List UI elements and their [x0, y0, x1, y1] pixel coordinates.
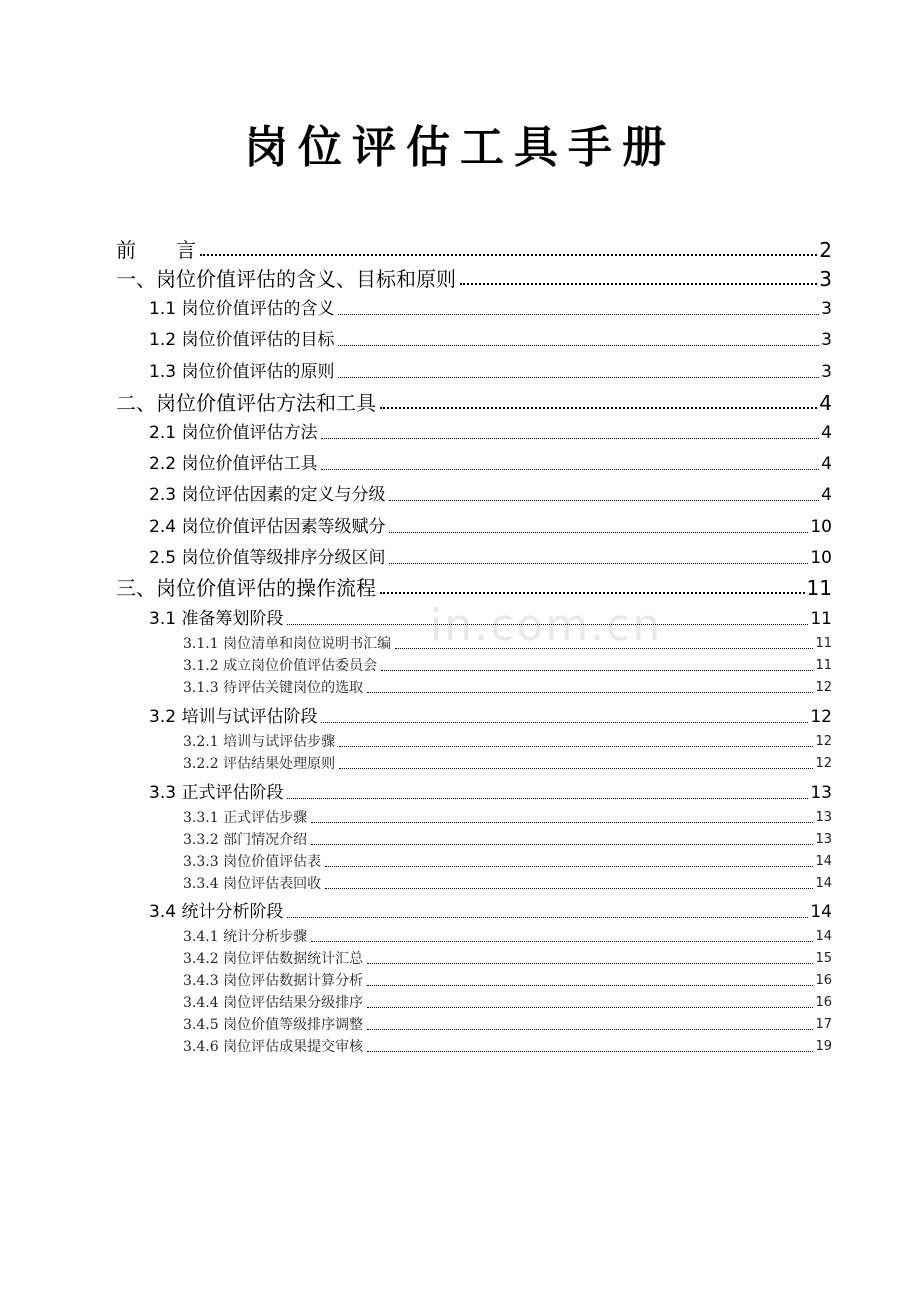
toc-entry[interactable] — [149, 483, 832, 507]
toc-entry-label: 3.2 培训与试评估阶段 — [149, 707, 318, 727]
toc-entry-label: 3.3.2 部门情况介绍 — [183, 832, 308, 848]
toc-leader-dots — [380, 592, 805, 594]
toc-leader-dots — [367, 692, 813, 693]
toc-entry-page: 13 — [815, 832, 832, 847]
toc-entry-page: 3 — [821, 330, 832, 350]
toc-entry[interactable] — [183, 993, 832, 1013]
toc-entry-page: 16 — [815, 995, 832, 1010]
toc-entry-page: 3 — [819, 267, 832, 291]
toc-entry-page: 12 — [815, 680, 832, 695]
toc-entry[interactable] — [149, 607, 832, 631]
toc-entry-page: 3 — [821, 362, 832, 382]
toc-leader-dots — [325, 888, 813, 889]
toc-leader-dots — [287, 798, 808, 799]
toc-leader-dots — [338, 377, 819, 378]
toc-entry-label: 2.1 岗位价值评估方法 — [149, 423, 318, 443]
toc-entry-page: 12 — [815, 756, 832, 771]
toc-entry-label: 3.4.4 岗位评估结果分级排序 — [183, 995, 364, 1011]
toc-leader-dots — [325, 866, 813, 867]
toc-entry-label: 1.3 岗位价值评估的原则 — [149, 362, 335, 382]
toc-leader-dots — [367, 963, 813, 964]
toc-entry[interactable] — [149, 360, 832, 384]
toc-leader-dots — [311, 822, 813, 823]
toc-leader-dots — [389, 532, 808, 533]
toc-leader-dots — [395, 648, 813, 649]
toc-entry-label: 3.2.2 评估结果处理原则 — [183, 756, 336, 772]
toc-entry-page: 13 — [810, 783, 832, 803]
toc-entry-label: 2.5 岗位价值等级排序分级区间 — [149, 548, 386, 568]
toc-entry-page: 16 — [815, 973, 832, 988]
toc-leader-dots — [311, 844, 813, 845]
toc-leader-dots — [200, 254, 817, 256]
toc-entry-page: 14 — [815, 876, 832, 891]
toc-entry[interactable] — [183, 754, 832, 774]
toc-entry-page: 14 — [810, 902, 832, 922]
toc-entry-label: 3.1.2 成立岗位价值评估委员会 — [183, 658, 378, 674]
toc-entry-label: 3.4 统计分析阶段 — [149, 902, 284, 922]
toc-entry-page: 11 — [806, 576, 832, 600]
watermark: in.com.cn — [430, 600, 663, 651]
toc-entry[interactable] — [149, 297, 832, 321]
toc-entry-label: 2.3 岗位评估因素的定义与分级 — [149, 485, 386, 505]
toc-entry-label: 3.2.1 培训与试评估步骤 — [183, 734, 336, 750]
toc-leader-dots — [287, 917, 808, 918]
toc-entry[interactable] — [149, 900, 832, 924]
toc-entry-page: 15 — [815, 951, 832, 966]
toc-leader-dots — [389, 563, 808, 564]
toc-entry-label: 3.4.5 岗位价值等级排序调整 — [183, 1017, 364, 1033]
toc-entry-label: 一、岗位价值评估的含义、目标和原则 — [116, 267, 456, 291]
toc-entry[interactable] — [183, 634, 832, 654]
toc-entry-label: 3.3.3 岗位价值评估表 — [183, 854, 322, 870]
toc-entry[interactable] — [183, 830, 832, 850]
toc-leader-dots — [367, 1029, 813, 1030]
toc-entry[interactable] — [183, 1037, 832, 1057]
toc-entry-page: 12 — [815, 734, 832, 749]
toc-entry-label: 3.4.2 岗位评估数据统计汇总 — [183, 951, 364, 967]
toc-entry-page: 10 — [810, 548, 832, 568]
toc-entry[interactable] — [183, 1015, 832, 1035]
toc-entry-page: 4 — [821, 485, 832, 505]
toc-entry-label: 1.1 岗位价值评估的含义 — [149, 299, 335, 319]
toc-entry-page: 4 — [821, 423, 832, 443]
toc-entry-label: 3.1 准备筹划阶段 — [149, 609, 284, 629]
toc-entry-label: 二、岗位价值评估方法和工具 — [116, 391, 376, 415]
toc-leader-dots — [338, 345, 819, 346]
toc-entry-label: 3.1.1 岗位清单和岗位说明书汇编 — [183, 636, 392, 652]
toc-entry-label: 2.4 岗位价值评估因素等级赋分 — [149, 517, 386, 537]
toc-entry-page: 19 — [815, 1039, 832, 1054]
toc-entry-page: 2 — [819, 238, 832, 262]
toc-entry[interactable] — [183, 874, 832, 894]
toc-entry-page: 4 — [819, 391, 832, 415]
toc-entry[interactable] — [183, 927, 832, 947]
toc-leader-dots — [287, 624, 808, 625]
toc-entry[interactable] — [183, 678, 832, 698]
toc-entry[interactable] — [183, 852, 832, 872]
toc-entry[interactable] — [183, 732, 832, 752]
toc-entry[interactable] — [149, 705, 832, 729]
toc-entry-label: 3.3 正式评估阶段 — [149, 783, 284, 803]
toc-entry-page: 14 — [815, 929, 832, 944]
toc-leader-dots — [460, 283, 817, 285]
toc-entry-label: 3.4.1 统计分析步骤 — [183, 929, 308, 945]
toc-leader-dots — [338, 314, 819, 315]
toc-entry[interactable] — [116, 575, 832, 601]
toc-leader-dots — [321, 722, 808, 723]
toc-entry[interactable] — [149, 546, 832, 570]
toc-entry[interactable] — [149, 515, 832, 539]
toc-leader-dots — [339, 768, 813, 769]
toc-entry-page: 17 — [815, 1017, 832, 1032]
toc-entry-label: 3.4.3 岗位评估数据计算分析 — [183, 973, 364, 989]
toc-entry[interactable] — [183, 656, 832, 676]
toc-entry[interactable] — [116, 390, 832, 416]
toc-leader-dots — [381, 670, 813, 671]
toc-entry-label: 1.2 岗位价值评估的目标 — [149, 330, 335, 350]
toc-entry[interactable] — [183, 971, 832, 991]
toc-entry-label: 三、岗位价值评估的操作流程 — [116, 576, 376, 600]
toc-leader-dots — [367, 1007, 813, 1008]
toc-entry[interactable] — [149, 781, 832, 805]
toc-entry[interactable] — [183, 808, 832, 828]
toc-entry-label: 3.4.6 岗位评估成果提交审核 — [183, 1039, 364, 1055]
toc-leader-dots — [321, 469, 819, 470]
toc-entry-label: 3.3.1 正式评估步骤 — [183, 810, 308, 826]
toc-entry-label: 前 言 — [116, 238, 196, 262]
toc-leader-dots — [311, 941, 813, 942]
toc-entry-page: 12 — [810, 707, 832, 727]
toc-entry[interactable] — [116, 266, 832, 292]
toc-leader-dots — [367, 1051, 813, 1052]
toc-entry-page: 11 — [815, 658, 832, 673]
toc-entry[interactable] — [149, 328, 832, 352]
toc-entry-page: 11 — [810, 609, 832, 629]
toc-entry-page: 13 — [815, 810, 832, 825]
toc-entry-label: 3.1.3 待评估关键岗位的选取 — [183, 680, 364, 696]
toc-entry-page: 4 — [821, 454, 832, 474]
toc-entry-page: 10 — [810, 517, 832, 537]
toc-entry[interactable] — [183, 949, 832, 969]
toc-entry[interactable] — [116, 237, 832, 263]
toc-entry[interactable] — [149, 421, 832, 445]
toc-entry-label: 3.3.4 岗位评估表回收 — [183, 876, 322, 892]
toc-entry-label: 2.2 岗位价值评估工具 — [149, 454, 318, 474]
toc-entry-page: 3 — [821, 299, 832, 319]
toc-entry-page: 14 — [815, 854, 832, 869]
toc-entry[interactable] — [149, 452, 832, 476]
toc-leader-dots — [380, 407, 817, 409]
toc-entry-page: 11 — [815, 636, 832, 651]
toc-leader-dots — [389, 500, 819, 501]
toc-leader-dots — [321, 438, 819, 439]
document-title: 岗位评估工具手册 — [244, 122, 676, 173]
toc-leader-dots — [339, 746, 813, 747]
toc-leader-dots — [367, 985, 813, 986]
